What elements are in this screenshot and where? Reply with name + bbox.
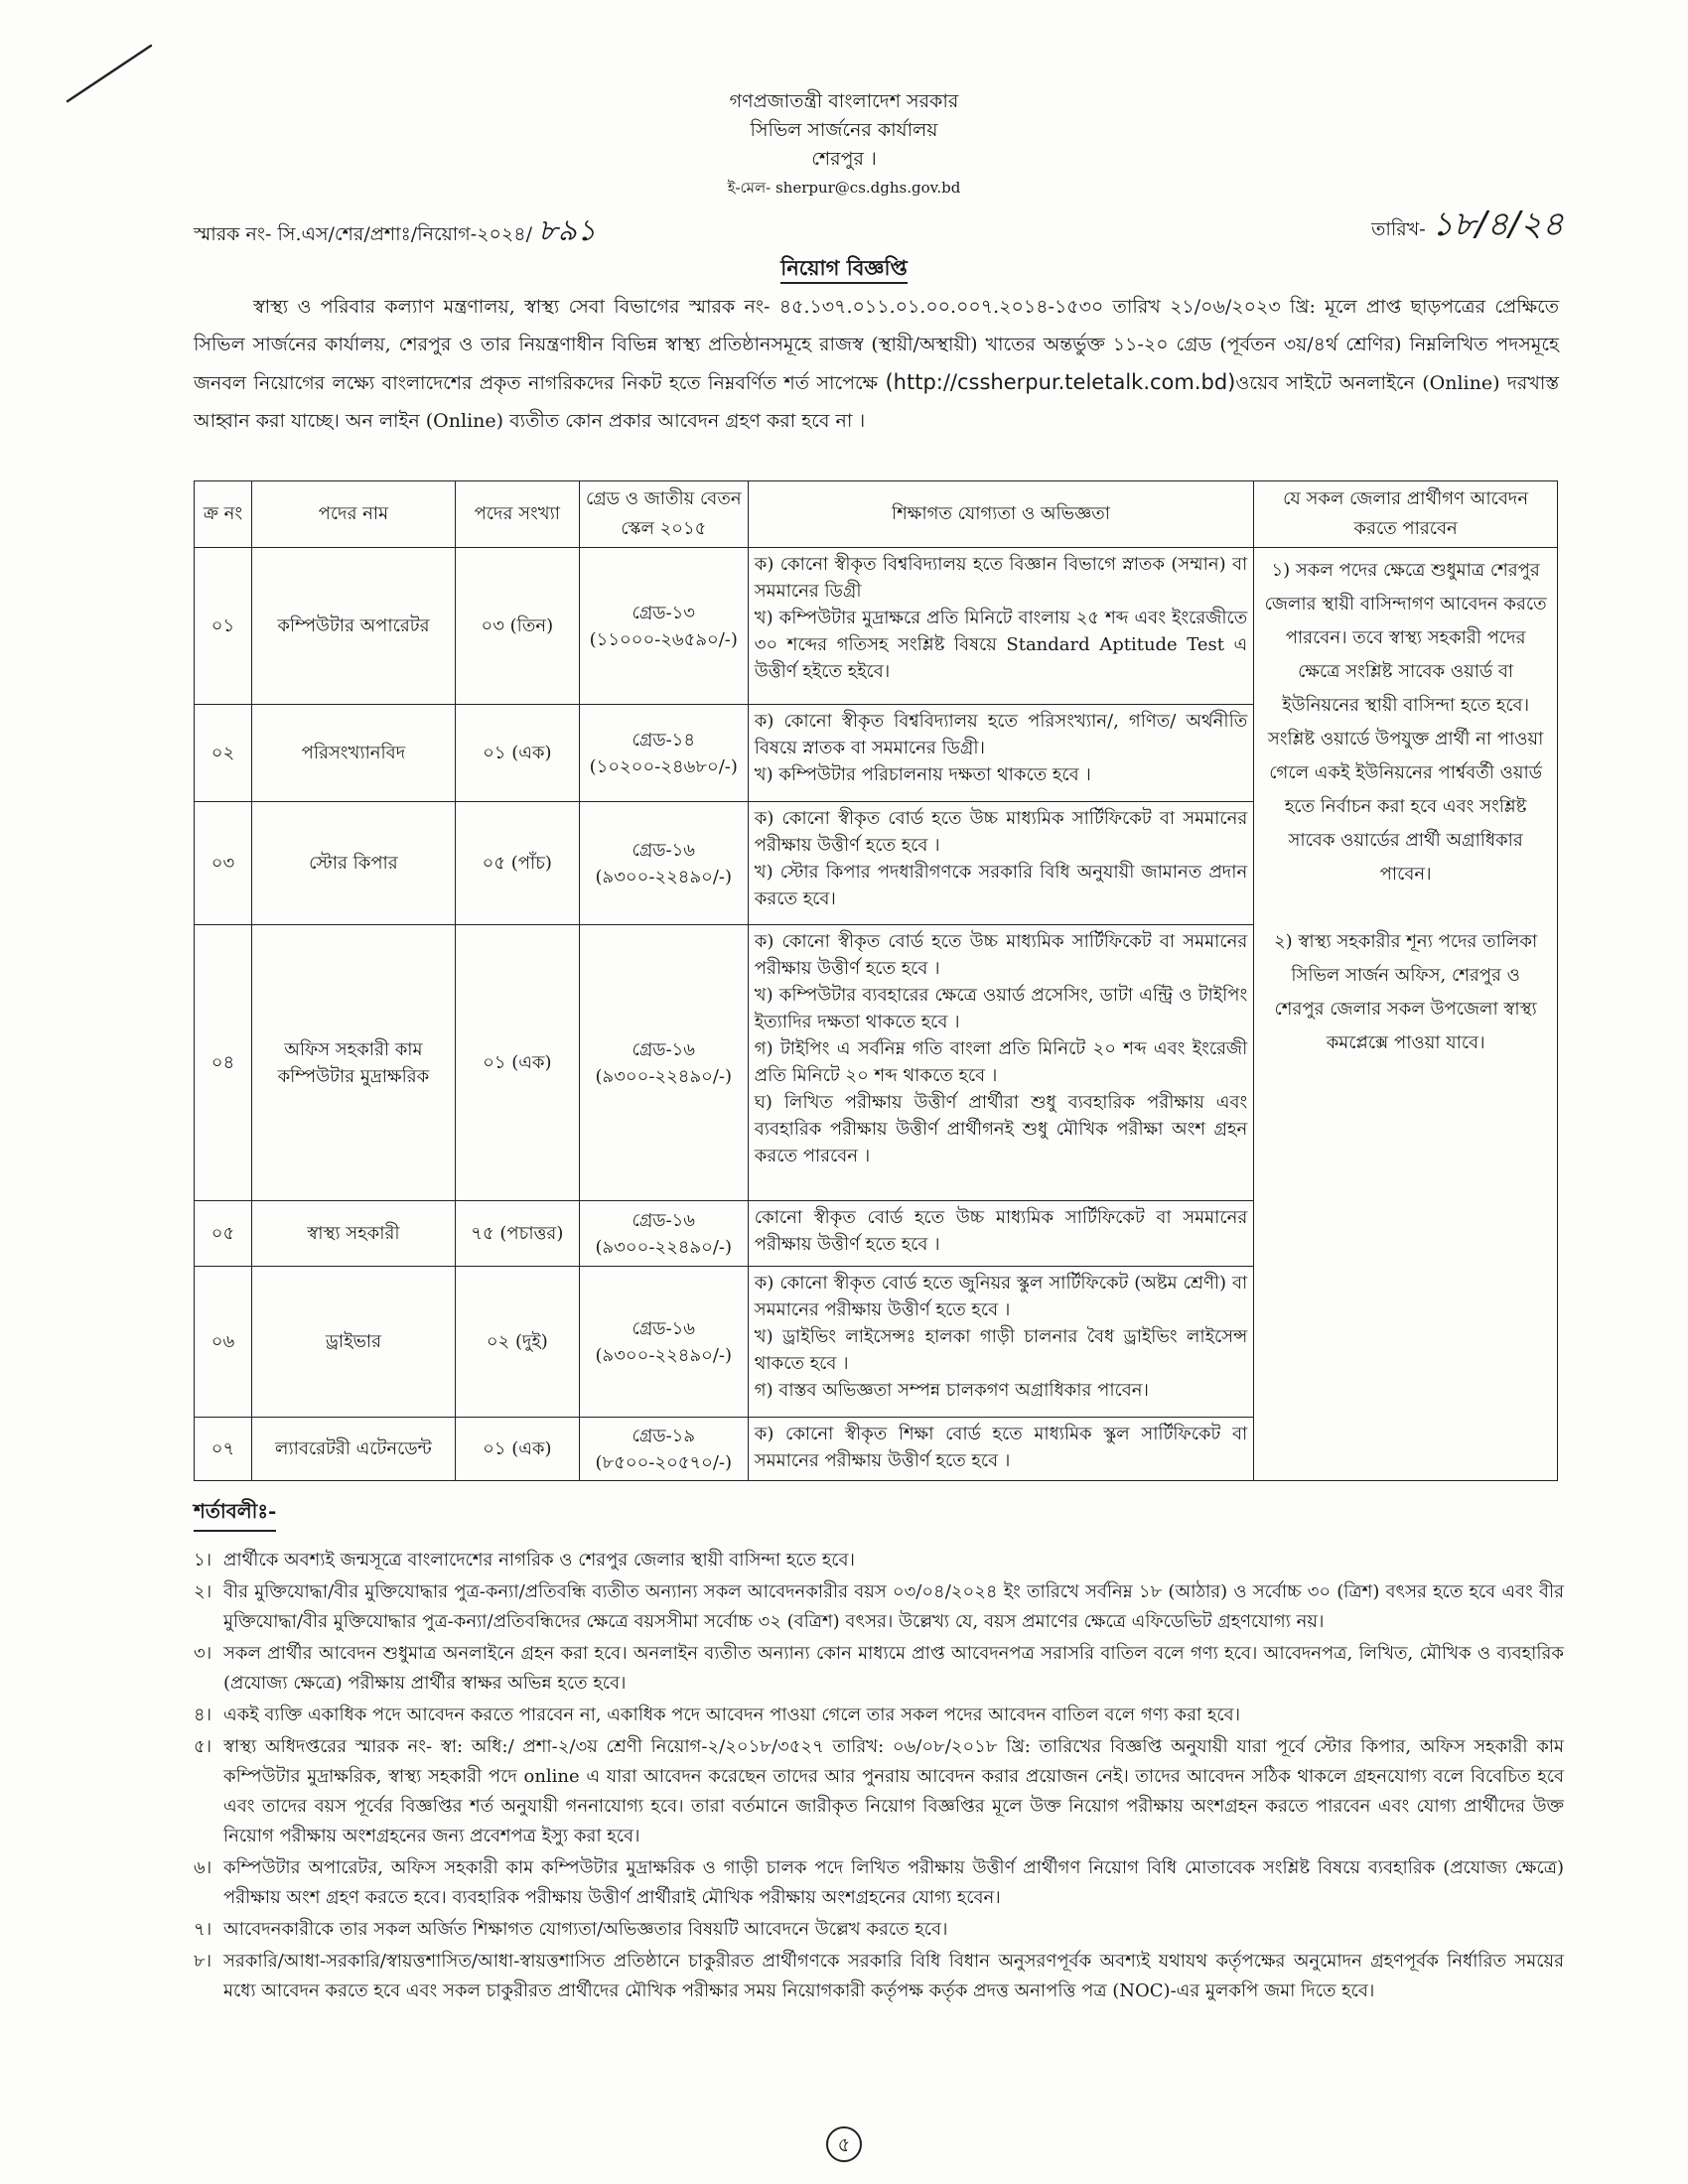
grade-label: গ্রেড-১৩	[632, 602, 696, 623]
header-districts: যে সকল জেলার প্রার্থীগণ আবেদন করতে পারবেন	[1254, 481, 1558, 548]
condition-number: ২।	[194, 1581, 212, 1602]
qualification-item: কোনো স্বীকৃত বোর্ড হতে উচ্চ মাধ্যমিক সার্টিফিকেট বা সমমানের পরীক্ষায় উত্তীর্ণ হতে হবে ।	[754, 1207, 1248, 1255]
date-handwritten: ১৮/৪/২৪	[1431, 205, 1564, 244]
row-post-count: ০২ (দুই)	[455, 1267, 579, 1418]
grade-label: গ্রেড-১৬	[632, 1038, 696, 1060]
header-grade: গ্রেড ও জাতীয় বেতন স্কেল ২০১৫	[579, 481, 748, 548]
qualification-item: ক) কোনো স্বীকৃত বিশ্ববিদ্যালয় হতে পরিসংখ্যান/, গণিত/ অর্থনীতি বিষয়ে স্নাতক বা সমমানের ডিগ্রী।	[754, 711, 1248, 758]
grade-label: গ্রেড-১৬	[632, 1317, 696, 1339]
row-qualification	[748, 705, 1253, 802]
row-qualification	[748, 548, 1253, 705]
application-url: (http://cssherpur.teletalk.com.bd)	[885, 370, 1236, 394]
pay-scale: (১১০০০-২৬৫৯০/-)	[589, 628, 738, 650]
date-label: তারিখ-	[1371, 218, 1426, 240]
qualification-item: গ) বাস্তব অভিজ্ঞতা সম্পন্ন চালকগণ অগ্রাধিকার পাবেন।	[754, 1380, 1149, 1401]
grade-label: গ্রেড-১৬	[632, 839, 696, 861]
condition-number: ৭।	[194, 1919, 212, 1940]
conditions-section	[194, 1497, 1564, 2008]
row-post-count: ০৩ (তিন)	[455, 548, 579, 705]
districts-note-1: ১) সকল পদের ক্ষেত্রে শুধুমাত্র শেরপুর জেলার স্থায়ী বাসিন্দাগণ আবেদন করতে পারবেন। তবে স্বাস্থ্য সহকারী পদের ক্ষেত্রে সংশ্লিষ্ট সাবেক ওয়ার্ড বা ইউনিয়নের স্থায়ী বাসিন্দা হতে হবে। সংশ্লিষ্ট ওয়ার্ডে উপযুক্ত প্রার্থী না পাওয়া গেলে একই ইউনিয়নের পার্শ্ববর্তী ওয়ার্ড হতে নির্বাচন করা হবে এবং সংশ্লিষ্ট সাবেক ওয়ার্ডের প্রার্থী অগ্রাধিকার পাবেন।	[1264, 560, 1547, 885]
districts-cell	[1254, 548, 1558, 1481]
condition-text: প্রার্থীকে অবশ্যই জন্মসূত্রে বাংলাদেশের নাগরিক ও শেরপুর জেলার স্থায়ী বাসিন্দা হতে হবে।	[223, 1550, 855, 1570]
row-post-count: ০৫ (পাঁচ)	[455, 802, 579, 925]
row-grade	[579, 802, 748, 925]
condition-text: আবেদনকারীকে তার সকল অর্জিত শিক্ষাগত যোগ্যতা/অভিজ্ঞতার বিষয়টি আবেদনে উল্লেখ করতে হবে।	[223, 1919, 948, 1940]
memo-number-label: স্মারক নং- সি.এস/শের/প্রশাঃ/নিয়োগ-২০২৪/	[194, 223, 532, 245]
qualification-item: গ) টাইপিং এ সর্বনিম্ন গতি বাংলা প্রতি মিনিটে ২০ শব্দ এবং ইংরেজী প্রতি মিনিটে ২০ শব্দ থাকতে হবে ।	[754, 1038, 1248, 1086]
office-location: শেরপুর ।	[811, 148, 877, 170]
qualification-item: ক) কোনো স্বীকৃত বোর্ড হতে জুনিয়র স্কুল সার্টিফিকেট (অষ্টম শ্রেণী) বা সমমানের পরীক্ষায় উত্তীর্ণ হতে হবে ।	[754, 1273, 1248, 1320]
page-number	[824, 2124, 864, 2164]
pay-scale: (৯৩০০-২২৪৯০/-)	[595, 1236, 733, 1258]
qualification-item: ক) কোনো স্বীকৃত বোর্ড হতে উচ্চ মাধ্যমিক সার্টিফিকেট বা সমমানের পরীক্ষায় উত্তীর্ণ হতে হবে ।	[754, 808, 1248, 856]
pay-scale: (১০২০০-২৪৬৮০/-)	[589, 755, 738, 777]
pay-scale: (৯৩০০-২২৪৯০/-)	[595, 1344, 733, 1366]
qualification-item: খ) কম্পিউটার পরিচালনায় দক্ষতা থাকতে হবে ।	[754, 764, 1091, 785]
row-post-name: কম্পিউটার অপারেটর	[251, 548, 455, 705]
row-post-count: ০১ (এক)	[455, 925, 579, 1201]
row-serial: ০৫	[195, 1201, 252, 1267]
office-email: ই-মেল- sherpur@cs.dghs.gov.bd	[727, 179, 961, 197]
row-grade	[579, 925, 748, 1201]
qualification-item: খ) কম্পিউটার ব্যবহারের ক্ষেত্রে ওয়ার্ড প্রসেসিং, ডাটা এন্ট্রি ও টাইপিং ইত্যাদির দক্ষতা থাকতে হবে ।	[754, 985, 1248, 1032]
row-post-name: অফিস সহকারী কাম কম্পিউটার মুদ্রাক্ষরিক	[251, 925, 455, 1201]
list-item	[194, 1701, 1564, 1730]
row-qualification	[748, 1201, 1253, 1267]
memo-line	[194, 199, 1564, 248]
qualification-item: খ) স্টোর কিপার পদধারীগণকে সরকারি বিধি অনুযায়ী জামানত প্রদান করতে হবে।	[754, 862, 1248, 909]
qualification-item: ক) কোনো স্বীকৃত শিক্ষা বোর্ড হতে মাধ্যমিক স্কুল সার্টিফিকেট বা সমমানের পরীক্ষায় উত্তীর্ণ হতে হবে ।	[754, 1424, 1248, 1471]
condition-number: ১।	[194, 1550, 212, 1570]
qualification-item: খ) কম্পিউটার মুদ্রাক্ষরে প্রতি মিনিটে বাংলায় ২৫ শব্দ এবং ইংরেজীতে ৩০ শব্দের গতিসহ সংশ্লিষ্ট বিষয়ে Standard Aptitude Test এ উত্তীর্ণ হইতে হইবে।	[754, 608, 1248, 682]
row-post-count: ০১ (এক)	[455, 705, 579, 802]
row-serial: ০২	[195, 705, 252, 802]
row-qualification	[748, 1418, 1253, 1481]
conditions-list	[194, 1546, 1564, 2006]
qualification-item: ক) কোনো স্বীকৃত বিশ্ববিদ্যালয় হতে বিজ্ঞান বিভাগে স্নাতক (সম্মান) বা সমমানের ডিগ্রী	[754, 554, 1248, 602]
conditions-title: শর্তাবলীঃ-	[194, 1497, 276, 1532]
grade-label: গ্রেড-১৯	[632, 1425, 696, 1446]
condition-text: সরকারি/আধা-সরকারি/স্বায়ত্তশাসিত/আধা-স্বায়ত্তশাসিত প্রতিষ্ঠানে চাকুরীরত প্রার্থীগণকে সরকারি বিধি বিধান অনুসরণপূর্বক অবশ্যই যথাযথ কর্তৃপক্ষের অনুমোদন গ্রহণপূর্বক নির্ধারিত সময়ের মধ্যে আবেদন করতে হবে এবং সকল চাকুরীরত প্রার্থীদের মৌখিক পরীক্ষার সময় নিয়োগকারী কর্তৃপক্ষ কর্তৃক প্রদত্ত অনাপত্তি পত্র (NOC)-এর মুলকপি জমা দিতে হবে।	[223, 1951, 1564, 2001]
row-post-name: স্টোর কিপার	[251, 802, 455, 925]
qualification-item: ক) কোনো স্বীকৃত বোর্ড হতে উচ্চ মাধ্যমিক সার্টিফিকেট বা সমমানের পরীক্ষায় উত্তীর্ণ হতে হবে ।	[754, 931, 1248, 979]
grade-label: গ্রেড-১৪	[632, 729, 696, 751]
row-post-name: ল্যাবরেটরী এটেনডেন্ট	[251, 1418, 455, 1481]
row-grade	[579, 1267, 748, 1418]
row-serial: ০১	[195, 548, 252, 705]
header-post-name: পদের নাম	[251, 481, 455, 548]
pay-scale: (৯৩০০-২২৪৯০/-)	[595, 866, 733, 887]
intro-text-before-url: স্বাস্থ্য ও পরিবার কল্যাণ মন্ত্রণালয়, স্বাস্থ্য সেবা বিভাগের স্মারক নং- ৪৫.১৩৭.০১১.০১.০০.০০৭.২০১৪-১৫৩০ তারিখ ২১/০৬/২০২৩ খ্রি: মূলে প্রাপ্ত ছাড়পত্রের প্রেক্ষিতে সিভিল সার্জনের কার্যালয়, শেরপুর ও তার নিয়ন্ত্রণাধীন বিভিন্ন স্বাস্থ্য প্রতিষ্ঠানসমূহে রাজস্ব (স্থায়ী/অস্থায়ী) খাতের অন্তর্ভুক্ত ১১-২০ গ্রেড (পূর্বতন ৩য়/৪র্থ শ্রেণির) নিম্নলিখিত পদসমূহে জনবল নিয়োগের লক্ষ্যে বাংলাদেশের প্রকৃত নাগরিকদের নিকট হতে নিম্নবর্ণিত শর্ত সাপেক্ষে	[194, 296, 1559, 394]
list-item	[194, 1577, 1564, 1637]
memo-date	[1371, 199, 1564, 255]
row-post-count: ৭৫ (পচাত্তর)	[455, 1201, 579, 1267]
list-item	[194, 1639, 1564, 1699]
row-qualification	[748, 925, 1253, 1201]
districts-note-2: ২) স্বাস্থ্য সহকারীর শূন্য পদের তালিকা সিভিল সার্জন অফিস, শেরপুর ও শেরপুর জেলার সকল উপজেলা স্বাস্থ্য কমপ্লেক্সে পাওয়া যাবে।	[1273, 931, 1538, 1053]
intro-text-after-url: ওয়েব সাইটে অনলাইনে (Online) দরখাস্ত আহ্বান করা যাচ্ছে। অন লাইন (Online) ব্যতীত কোন প্রকার আবেদন গ্রহণ করা হবে না ।	[194, 372, 1559, 432]
grade-label: গ্রেড-১৬	[632, 1209, 696, 1231]
memo-number	[194, 206, 596, 257]
condition-number: ৫।	[194, 1736, 212, 1757]
office-name: সিভিল সার্জনের কার্যালয়	[750, 119, 938, 141]
list-item	[194, 1915, 1564, 1945]
list-item	[194, 1732, 1564, 1851]
condition-number: ৪।	[194, 1705, 212, 1725]
row-post-name: ড্রাইভার	[251, 1267, 455, 1418]
condition-text: সকল প্রার্থীর আবেদন শুধুমাত্র অনলাইনে গ্রহন করা হবে। অনলাইন ব্যতীত অন্যান্য কোন মাধ্যমে প্রাপ্ত আবেদনপত্র সরাসরি বাতিল বলে গণ্য হবে। আবেদনপত্র, লিখিত, মৌখিক ও ব্যবহারিক (প্রযোজ্য ক্ষেত্রে) পরীক্ষায় প্রার্থীর স্বাক্ষর অভিন্ন হতে হবে।	[223, 1643, 1564, 1694]
intro-paragraph	[194, 288, 1559, 440]
table-row	[195, 548, 1558, 705]
row-qualification	[748, 802, 1253, 925]
header-post-count: পদের সংখ্যা	[455, 481, 579, 548]
row-post-name: স্বাস্থ্য সহকারী	[251, 1201, 455, 1267]
qualification-item: ঘ) লিখিত পরীক্ষায় উত্তীর্ণ প্রার্থীরা শুধু ব্যবহারিক পরীক্ষায় এবং ব্যবহারিক পরীক্ষায় উত্তীর্ণ প্রার্থীগনই শুধু মৌখিক পরীক্ষা অংশ গ্রহন করতে পারবেন ।	[754, 1092, 1248, 1166]
row-serial: ০৪	[195, 925, 252, 1201]
row-serial: ০৬	[195, 1267, 252, 1418]
list-item	[194, 1947, 1564, 2006]
condition-text: একই ব্যক্তি একাধিক পদে আবেদন করতে পারবেন না, একাধিক পদে আবেদন পাওয়া গেলে তার সকল পদের আবেদন বাতিল বলে গণ্য করা হবে।	[223, 1705, 1241, 1725]
condition-text: স্বাস্থ্য অধিদপ্তরের স্মারক নং- স্বা: অধি:/ প্রশা-২/৩য় শ্রেণী নিয়োগ-২/২০১৮/৩৫২৭ তারিখ: ০৬/০৮/২০১৮ খ্রি: তারিখের বিজ্ঞপ্তি অনুযায়ী যারা পূর্বে স্টোর কিপার, অফিস সহকারী কাম কম্পিউটার মুদ্রাক্ষরিক, স্বাস্থ্য সহকারী পদে online এ যারা আবেদন করেছেন তাদের আর পুনরায় আবেদন করার প্রয়োজন নেই। তাদের আবেদন সঠিক থাকলে গ্রহনযোগ্য বলে বিবেচিত হবে এবং তাদের বয়স পূর্বের বিজ্ঞপ্তির শর্ত অনুযায়ী গননাযোগ্য হবে। তারা বর্তমানে জারীকৃত নিয়োগ বিজ্ঞপ্তির মূলে উক্ত নিয়োগ পরীক্ষায় অংশগ্রহন করতে পারবেন এবং যোগ্য প্রার্থীদের উক্ত নিয়োগ পরীক্ষায় অংশগ্রহনের জন্য প্রবেশপত্র ইস্যু করা হবে।	[223, 1736, 1564, 1846]
condition-text: কম্পিউটার অপারেটর, অফিস সহকারী কাম কম্পিউটার মুদ্রাক্ষরিক ও গাড়ী চালক পদে লিখিত পরীক্ষায় উত্তীর্ণ প্রার্থীগণ নিয়োগ বিধি মোতাবেক সংশ্লিষ্ট বিষয়ে ব্যবহারিক (প্রযোজ্য ক্ষেত্রে) পরীক্ষায় অংশ গ্রহণ করতে হবে। ব্যবহারিক পরীক্ষায় উত্তীর্ণ প্রার্থীরাই মৌখিক পরীক্ষায় অংশগ্রহনের যোগ্য হবেন।	[223, 1857, 1564, 1908]
condition-number: ৩।	[194, 1643, 212, 1664]
condition-text: বীর মুক্তিযোদ্ধা/বীর মুক্তিযোদ্ধার পুত্র-কন্যা/প্রতিবন্ধি ব্যতীত অন্যান্য সকল আবেদনকারীর বয়স ০৩/০৪/২০২৪ ইং তারিখে সর্বনিম্ন ১৮ (আঠার) ও সর্বোচ্চ ৩০ (ত্রিশ) বৎসর হতে হবে এবং বীর মুক্তিযোদ্ধা/বীর মুক্তিযোদ্ধার পুত্র-কন্যা/প্রতিবন্ধিদের ক্ষেত্রে বয়সসীমা সর্বোচ্চ ৩২ (বত্রিশ) বৎসর। উল্লেখ্য যে, বয়স প্রমাণের ক্ষেত্রে এফিডেভিট গ্রহণযোগ্য নয়।	[223, 1581, 1564, 1632]
condition-number: ৬।	[194, 1857, 212, 1878]
pay-scale: (৯৩০০-২২৪৯০/-)	[595, 1065, 733, 1087]
pay-scale: (৮৫০০-২০৫৭০/-)	[595, 1451, 733, 1473]
row-serial: ০৩	[195, 802, 252, 925]
row-post-name: পরিসংখ্যানবিদ	[251, 705, 455, 802]
qualification-item: খ) ড্রাইভিং লাইসেন্সঃ হালকা গাড়ী চালনার বৈধ ড্রাইভিং লাইসেন্স থাকতে হবে ।	[754, 1326, 1248, 1374]
page-number-text: ৫	[837, 2132, 851, 2156]
condition-number: ৮।	[194, 1951, 212, 1972]
list-item	[194, 1546, 1564, 1575]
row-grade	[579, 1418, 748, 1481]
list-item	[194, 1853, 1564, 1913]
notice-title	[0, 252, 1688, 287]
row-grade	[579, 1201, 748, 1267]
office-header	[0, 87, 1688, 203]
row-grade	[579, 548, 748, 705]
notice-title-text: নিয়োগ বিজ্ঞপ্তি	[780, 255, 908, 284]
row-serial: ০৭	[195, 1418, 252, 1481]
row-qualification	[748, 1267, 1253, 1418]
posts-table	[194, 480, 1558, 1481]
header-qualification: শিক্ষাগত যোগ্যতা ও অভিজ্ঞতা	[748, 481, 1253, 548]
row-post-count: ০১ (এক)	[455, 1418, 579, 1481]
table-header-row	[195, 481, 1558, 548]
memo-number-handwritten: ৮৯১	[537, 213, 597, 248]
header-serial: ক্র নং	[195, 481, 252, 548]
row-grade	[579, 705, 748, 802]
government-name: গণপ্রজাতন্ত্রী বাংলাদেশ সরকার	[729, 90, 959, 112]
